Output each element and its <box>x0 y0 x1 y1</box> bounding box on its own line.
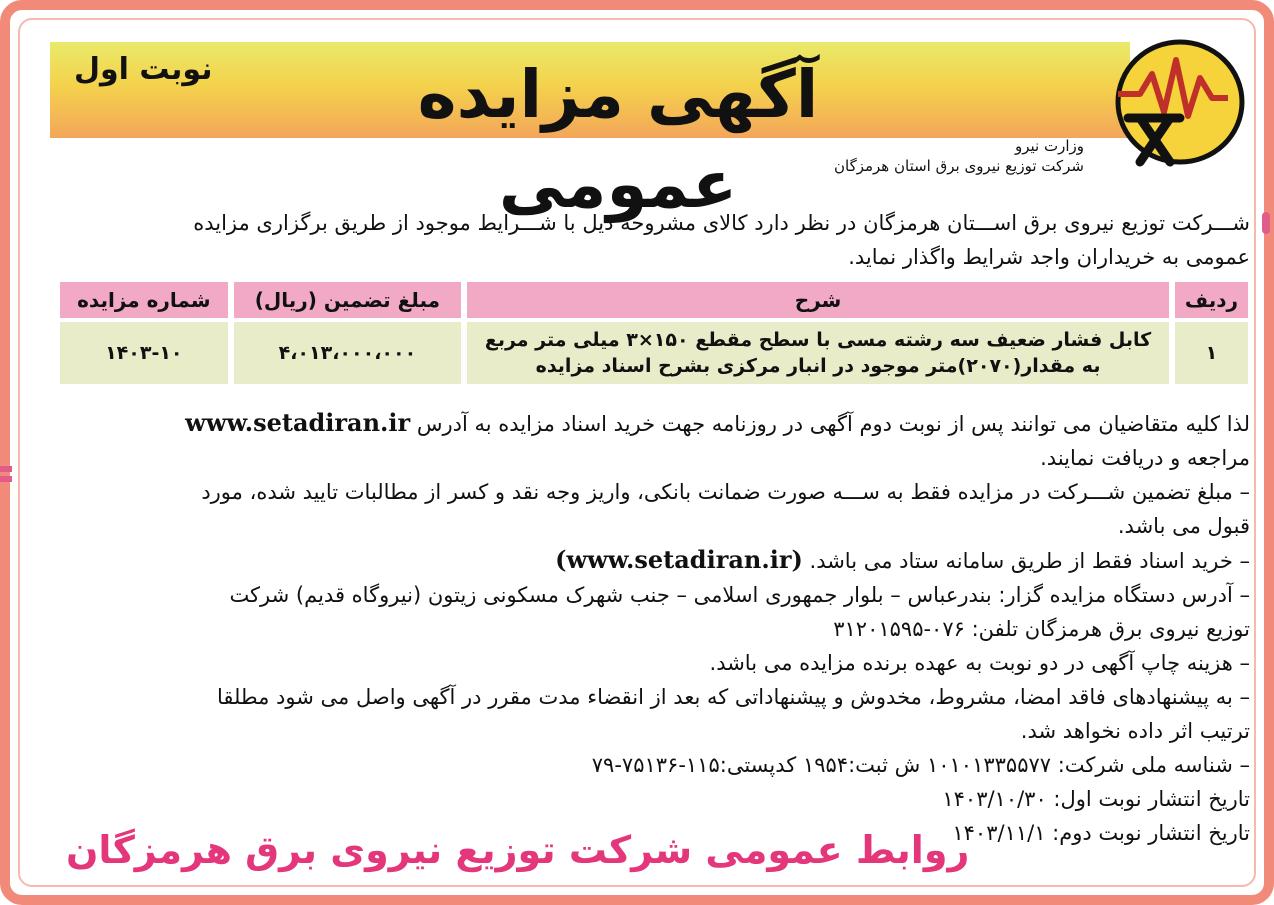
cell-guarantee: ۴،۰۱۳،۰۰۰،۰۰۰ <box>234 322 462 384</box>
para-4-line-2: توزیع نیروی برق هرمزگان تلفن: ۰۷۶-۳۱۲۰۱۵۹۵ <box>833 617 1250 641</box>
round-label: نوبت اول <box>74 52 213 87</box>
para-2-line-1: – مبلغ تضمین شـــرکت در مزایده فقط به ســـه صورت ضمانت بانکی، واریز وجه نقد و کسر از مطالبات تایید شده، مورد <box>201 480 1250 504</box>
table-row <box>60 322 1248 384</box>
second-publish-date: تاریخ انتشار نوبت دوم: ۱۴۰۳/۱۱/۱ <box>952 821 1250 845</box>
edge-mark <box>0 476 12 482</box>
ministry-block <box>834 136 1084 176</box>
first-publish-date: تاریخ انتشار نوبت اول: ۱۴۰۳/۱۰/۳۰ <box>942 787 1250 811</box>
ad-title: آگهی مزایده عمومی <box>417 56 819 223</box>
power-transmission-logo-icon <box>1088 34 1248 174</box>
company-ids: – شناسه ملی شرکت: ۱۰۱۰۱۳۳۵۵۷۷ ش ثبت:۱۹۵۴ کدپستی:۱۱۵-۷۵۱۳۶-۷۹ <box>591 753 1250 777</box>
para-3 <box>50 543 1250 578</box>
edge-mark <box>0 466 12 472</box>
website-link[interactable]: www.setadiran.ir <box>185 408 411 437</box>
intro-line-2: عمومی به خریداران واجد شرایط واگذار نماید. <box>848 245 1250 269</box>
website-link-2[interactable]: (www.setadiran.ir) <box>555 545 803 574</box>
col-description: شرح <box>467 282 1169 318</box>
col-auction-number: شماره مزایده <box>60 282 228 318</box>
para-1-line-2: مراجعه و دریافت نمایند. <box>1040 446 1250 470</box>
public-relations-signature: روابط عمومی شرکت توزیع نیروی برق هرمزگان <box>66 828 970 872</box>
para-4-line-1: – آدرس دستگاه مزایده گزار: بندرعباس – بلوار جمهوری اسلامی – جنب شهرک مسکونی زیتون (نیروگاه قدیم) شرکت <box>229 583 1250 607</box>
intro-line-1: شـــرکت توزیع نیروی برق اســـتان هرمزگان در نظر دارد کالای مشروحه ذیل با شـــرایط موجود از طریق برگزاری مزایده <box>193 211 1250 235</box>
table-header-row <box>60 282 1248 318</box>
para-6-line-2: ترتیب اثر داده نخواهد شد. <box>1020 719 1250 743</box>
company-name: شرکت توزیع نیروی برق استان هرمزگان <box>833 157 1084 175</box>
para-3-text: – خرید اسناد فقط از طریق سامانه ستاد می باشد. <box>809 549 1250 573</box>
cell-row: ۱ <box>1175 322 1248 384</box>
edge-mark <box>1262 212 1270 234</box>
para-5: – هزینه چاپ آگهی در دو نوبت به عهده برنده مزایده می باشد. <box>709 651 1250 675</box>
para-1-text: لذا کلیه متقاضیان می توانند پس از نوبت دوم آگهی در روزنامه جهت خرید اسناد مزایده به آدرس <box>416 412 1250 436</box>
desc-line-1: کابل فشار ضعیف سه رشته مسی با سطح مقطع ۱۵۰×۳ میلی متر مربع <box>484 329 1152 351</box>
terms-body <box>50 406 1250 850</box>
para-6-line-1: – به پیشنهادهای فاقد امضا، مشروط، مخدوش و پیشنهاداتی که بعد از انقضاء مدت مقرر در آگهی واصل می شود مطلقا <box>216 685 1250 709</box>
auction-items-table <box>54 278 1254 388</box>
intro-paragraph <box>50 206 1250 274</box>
col-guarantee: مبلغ تضمین (ریال) <box>234 282 462 318</box>
desc-line-2: به مقدار(۲۰۷۰)متر موجود در انبار مرکزی بشرح اسناد مزایده <box>535 355 1101 377</box>
cell-description <box>467 322 1169 384</box>
para-1-line-1 <box>50 406 1250 441</box>
ministry-name: وزارت نیرو <box>1014 137 1084 155</box>
cell-auction-number: ۱۴۰۳-۱۰ <box>60 322 228 384</box>
para-2-line-2: قبول می باشد. <box>1117 514 1250 538</box>
col-row: ردیف <box>1175 282 1248 318</box>
